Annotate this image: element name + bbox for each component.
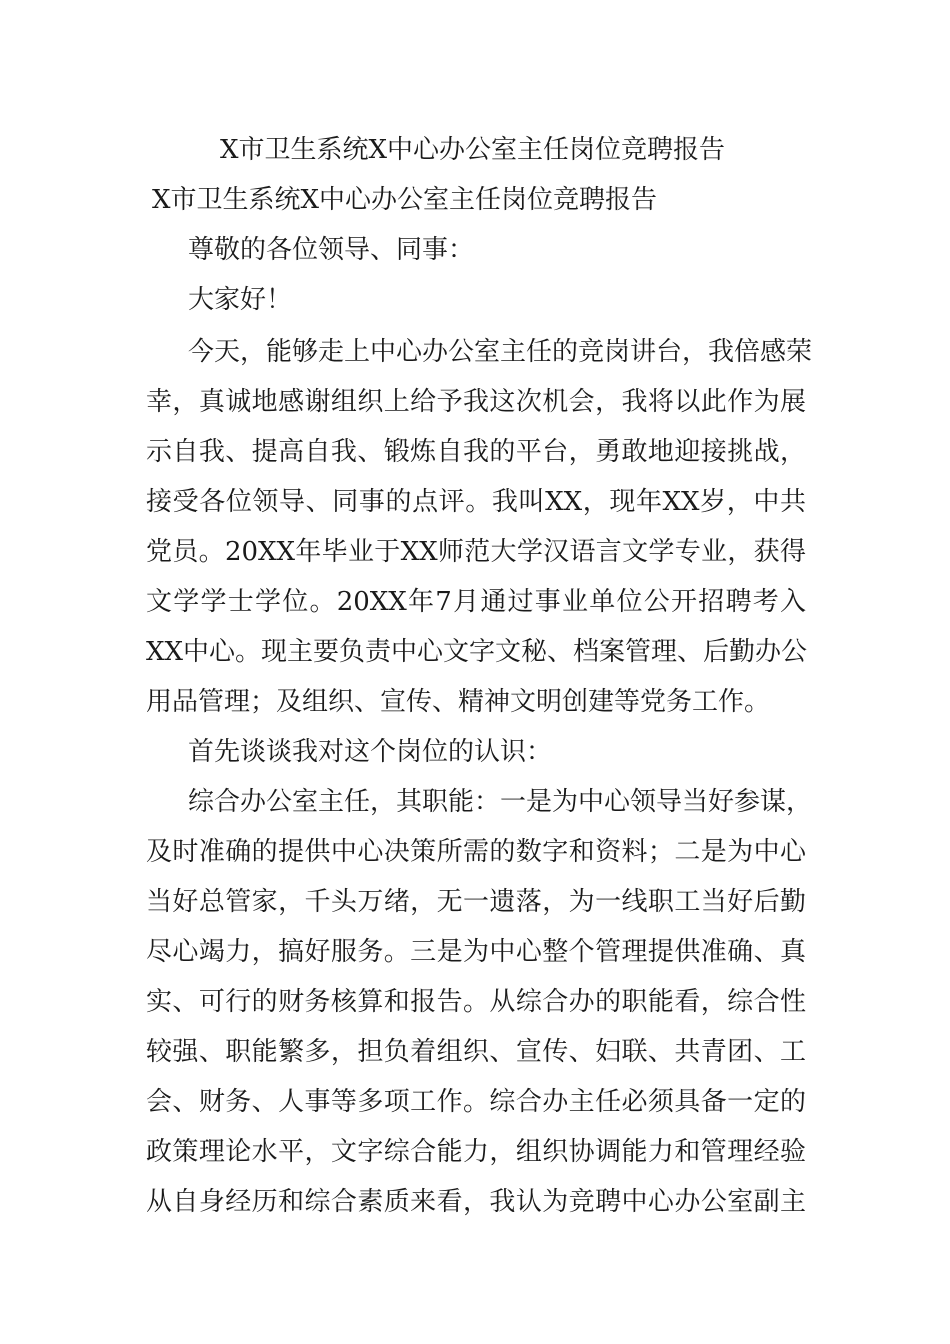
paragraph-line: XX中心。现主要负责中心文字文秘、档案管理、后勤办公 [146,637,808,667]
salutation-line: 尊敬的各位领导、同事： [188,235,475,265]
paragraph-line: 较强、职能繁多，担负着组织、宣传、妇联、共青团、工 [146,1037,806,1067]
paragraph-line: 会、财务、人事等多项工作。综合办主任必须具备一定的 [146,1087,806,1117]
paragraph-line: 幸，真诚地感谢组织上给予我这次机会，我将以此作为展 [146,387,806,417]
paragraph-line: 实、可行的财务核算和报告。从综合办的职能看，综合性 [146,987,806,1017]
paragraph-line: 今天，能够走上中心办公室主任的竞岗讲台，我倍感荣 [188,337,813,367]
document-title: X市卫生系统X中心办公室主任岗位竞聘报告 [220,135,726,165]
paragraph-line: 文学学士学位。20XX年7月通过事业单位公开招聘考入 [146,587,806,617]
paragraph-line: 政策理论水平，文字综合能力，组织协调能力和管理经验 [146,1137,806,1167]
paragraph-line: 当好总管家，千头万绪，无一遗落，为一线职工当好后勤 [146,887,806,917]
paragraph-line: 及时准确的提供中心决策所需的数字和资料；二是为中心 [146,837,806,867]
paragraph-line: 党员。20XX年毕业于XX师范大学汉语言文学专业，获得 [146,537,806,567]
section-heading-line: 首先谈谈我对这个岗位的认识： [188,737,553,767]
paragraph-line: 接受各位领导、同事的点评。我叫XX，现年XX岁，中共 [146,487,806,517]
paragraph-line: 综合办公室主任，其职能：一是为中心领导当好参谋， [188,787,813,817]
paragraph-line: 用品管理；及组织、宣传、精神文明创建等党务工作。 [146,687,771,717]
paragraph-line: 示自我、提高自我、锻炼自我的平台，勇敢地迎接挑战， [146,437,806,467]
paragraph-line: 尽心竭力，搞好服务。三是为中心整个管理提供准确、真 [146,937,806,967]
document-subtitle: X市卫生系统X中心办公室主任岗位竞聘报告 [152,185,658,215]
greeting-line: 大家好！ [188,285,293,315]
paragraph-line: 从自身经历和综合素质来看，我认为竞聘中心办公室副主 [146,1187,806,1217]
